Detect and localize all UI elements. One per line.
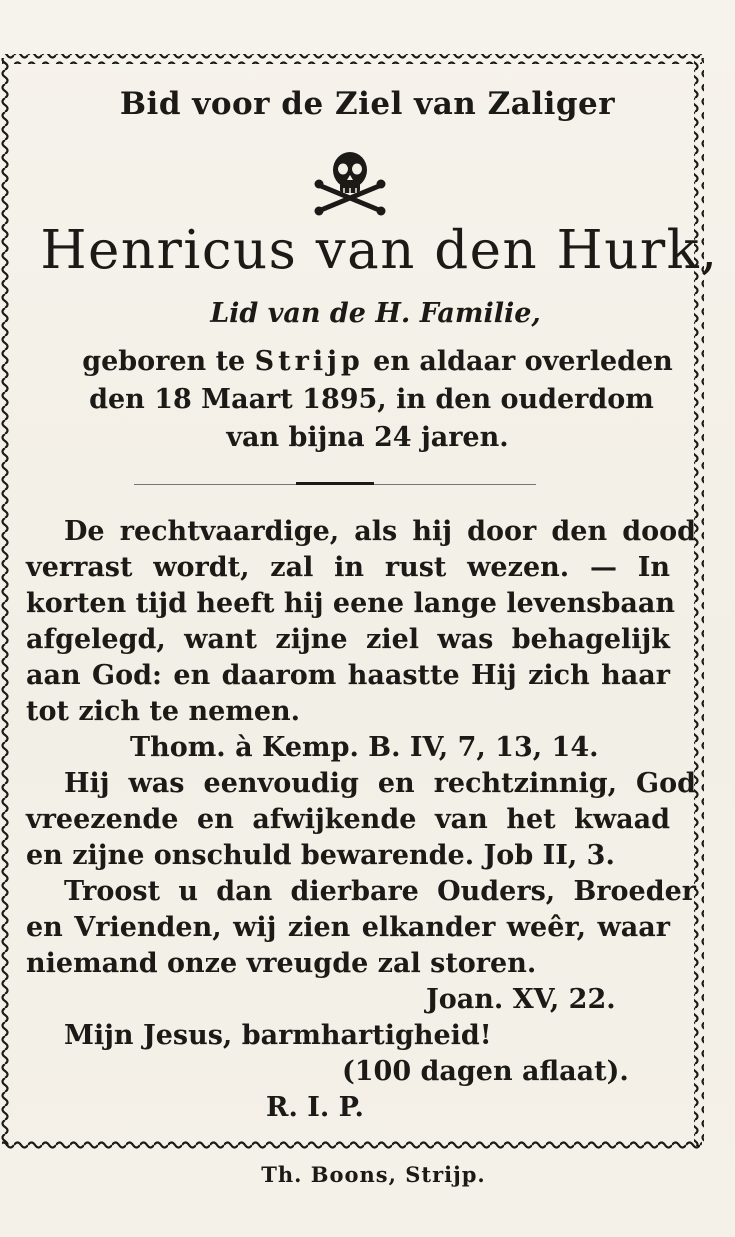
skull-crossbones-icon [309, 148, 391, 216]
scripture-reference: Thom. à Kemp. B. IV, 7, 13, 14. [130, 732, 599, 763]
birth-line-1-post: en aldaar overleden [363, 346, 673, 377]
divider-center-mark [296, 482, 374, 485]
verse-line: Troost u dan dierbare Ouders, Broeder [64, 876, 696, 907]
verse-line: verrast wordt, zal in rust wezen. — In [26, 552, 670, 583]
scripture-reference: Joan. XV, 22. [426, 984, 616, 1015]
verse-line: niemand onze vreugde zal storen. [26, 948, 537, 979]
verse-line: en zijne onschuld bewarende. Job II, 3. [26, 840, 615, 871]
birth-line-2: den 18 Maart 1895, in den ouderdom [89, 384, 654, 415]
verse-line: aan God: en daarom haastte Hij zich haar [26, 660, 670, 691]
birth-place: Strijp [254, 346, 364, 377]
verse-line: afgelegd, want zijne ziel was behagelijk [26, 624, 670, 655]
verse-line: tot zich te nemen. [26, 696, 301, 727]
verse-line: en Vrienden, wij zien elkander weêr, waar [26, 912, 670, 943]
verse-line: De rechtvaardige, als hij door den dood [64, 516, 696, 547]
birth-line-1-pre: geboren te [82, 346, 255, 377]
membership-line: Lid van de H. Familie, [210, 298, 541, 329]
prayer-line: Mijn Jesus, barmhartigheid! [64, 1020, 492, 1051]
card-heading: Bid voor de Ziel van Zaliger [119, 86, 616, 122]
indulgence-line: (100 dagen aflaat). [342, 1056, 629, 1087]
border-left [0, 58, 10, 1146]
verse-line: korten tijd heeft hij eene lange levensbaan [26, 588, 675, 619]
rip-line: R. I. P. [266, 1092, 364, 1123]
border-bottom [2, 1140, 702, 1150]
deceased-name: Henricus van den Hurk, [40, 220, 719, 281]
verse-line: Hij was eenvoudig en rechtzinnig, God [64, 768, 696, 799]
printer-credit: Th. Boons, Strijp. [261, 1162, 486, 1187]
birth-line-1 [10, 346, 735, 377]
birth-line-3: van bijna 24 jaren. [226, 422, 509, 453]
border-top [2, 54, 702, 64]
verse-line: vreezende en afwijkende van het kwaad [26, 804, 670, 835]
